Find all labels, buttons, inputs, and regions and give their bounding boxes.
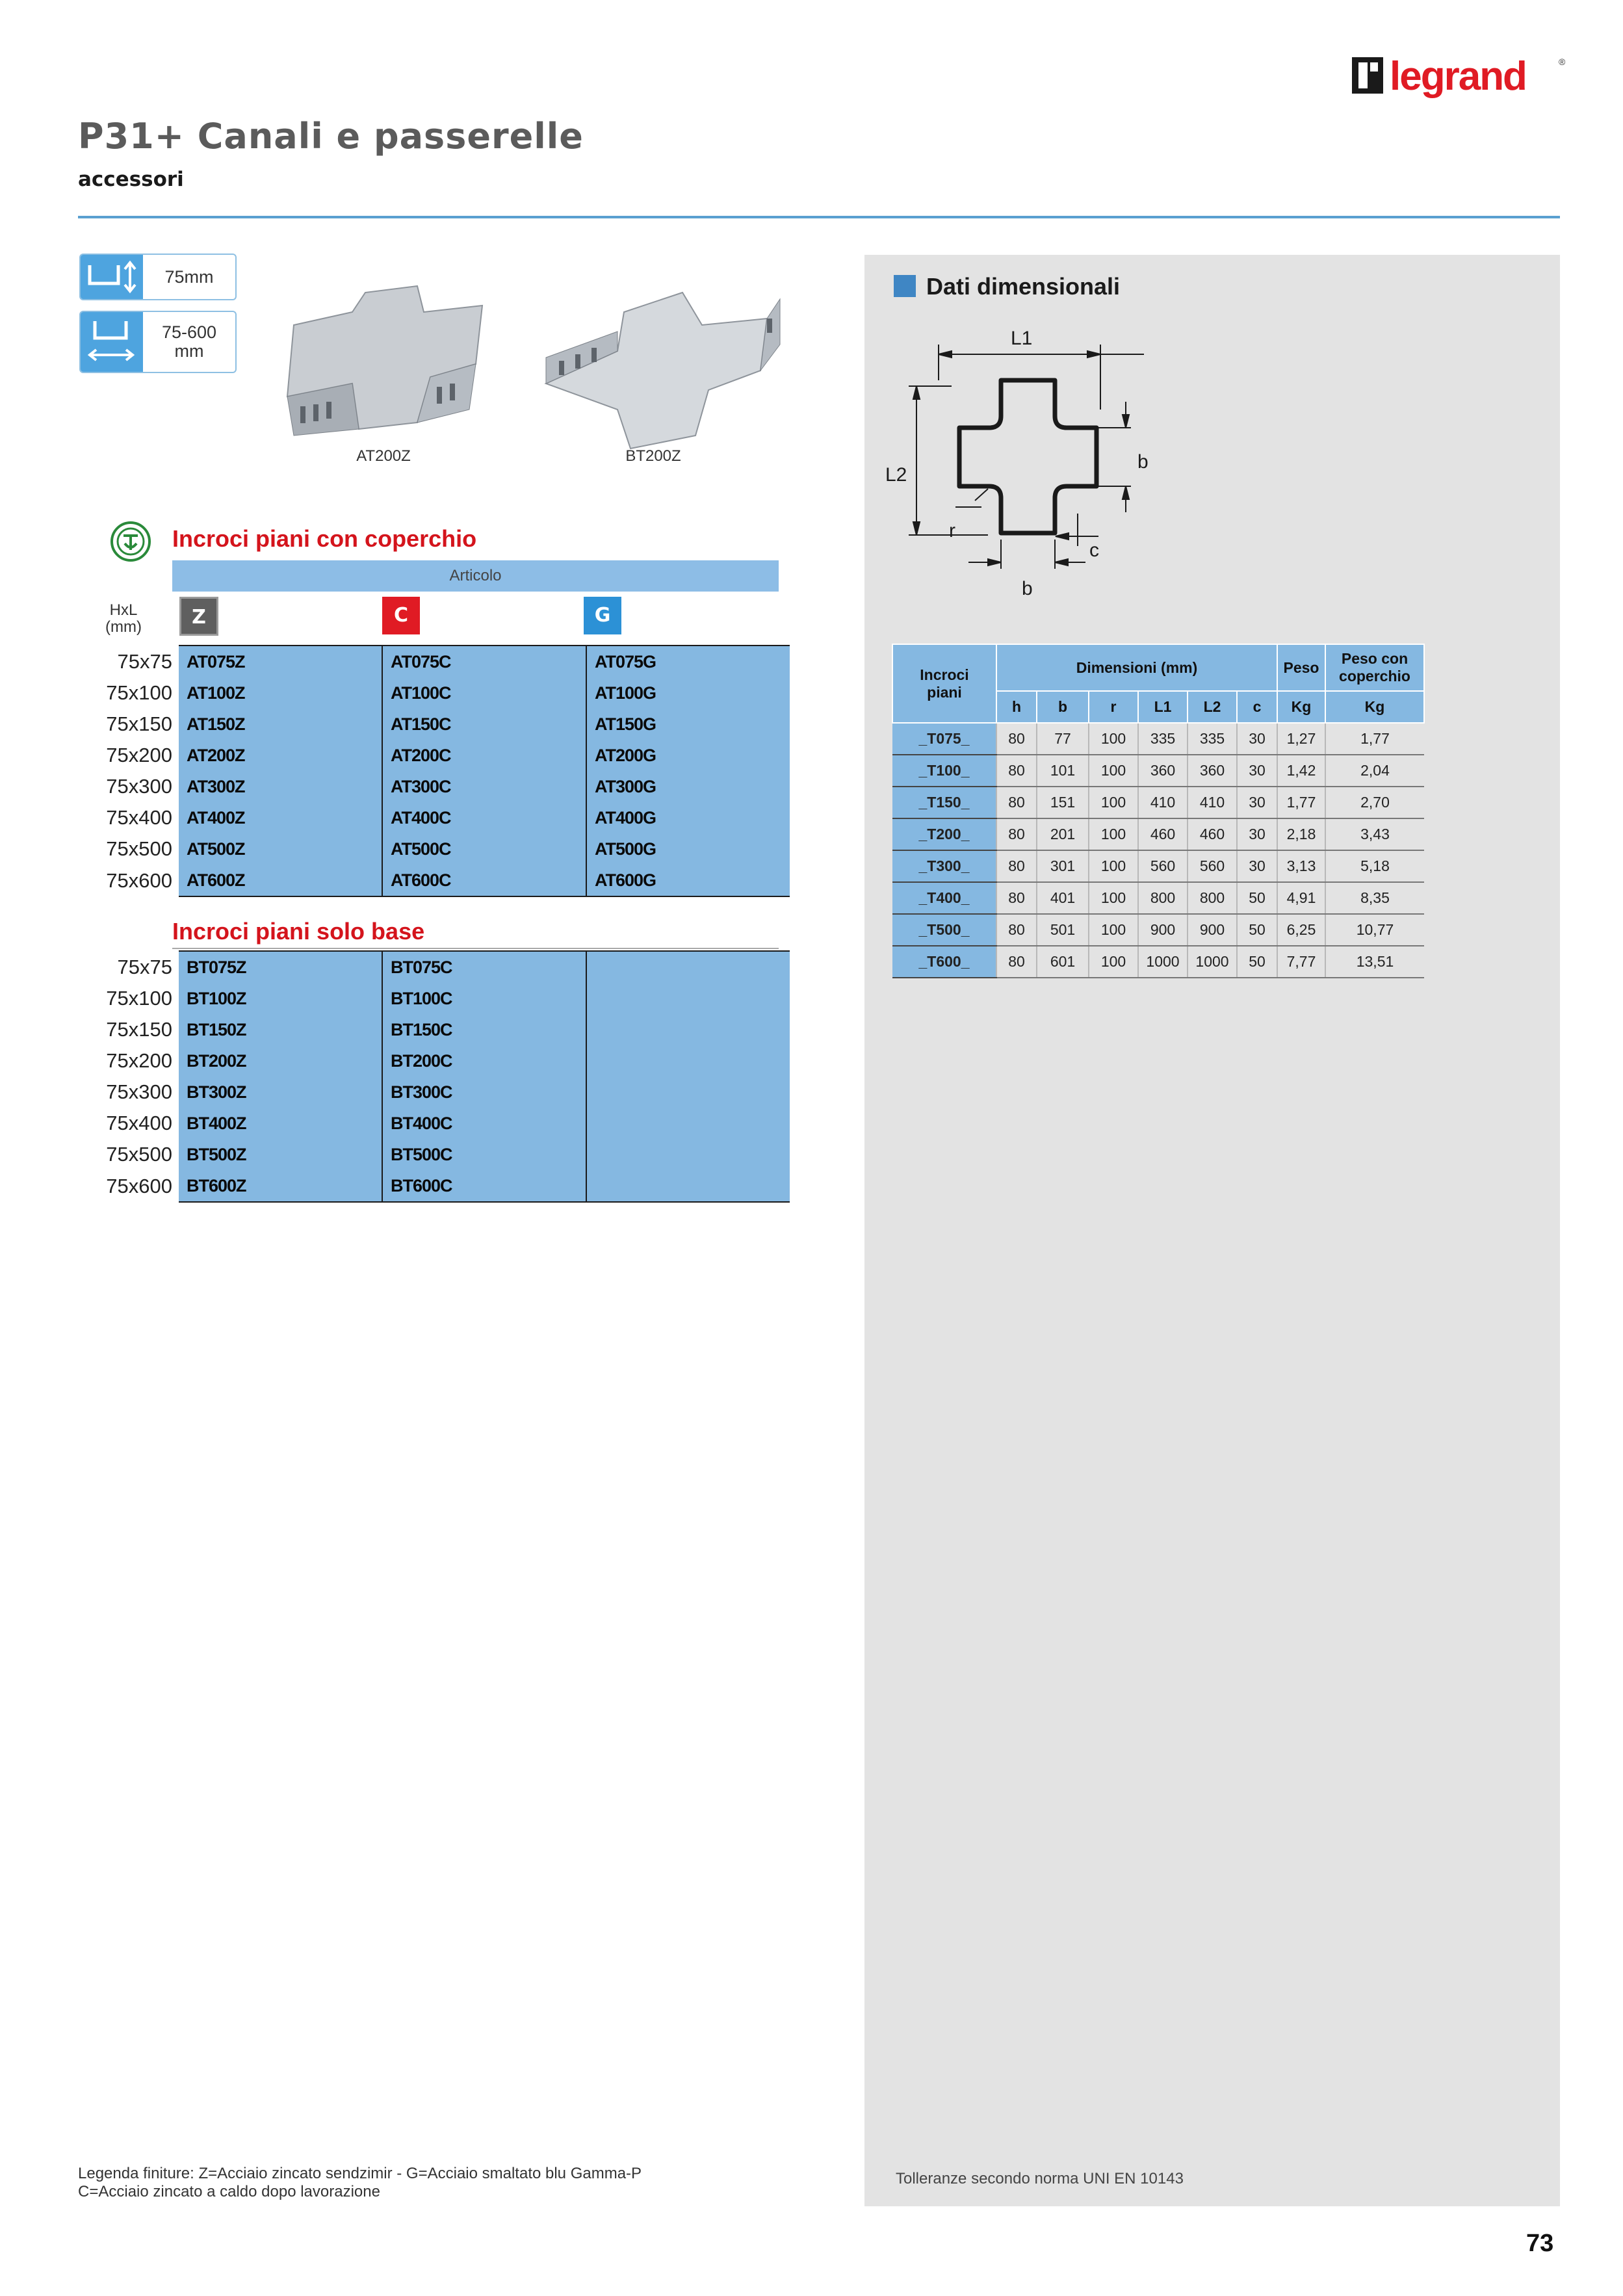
section-title-base-only: Incroci piani solo base: [172, 918, 425, 945]
value-cell: 10,77: [1325, 914, 1424, 946]
table-row: [78, 740, 790, 771]
code-z-cell: BT600Z: [179, 1170, 382, 1202]
value-cell: 1000: [1188, 946, 1237, 978]
table-row: [892, 850, 1424, 882]
value-cell: 460: [1188, 818, 1237, 850]
value-cell: 50: [1237, 914, 1277, 946]
table-row: [78, 1170, 790, 1202]
code-z-cell: BT100Z: [179, 983, 382, 1014]
value-cell: 8,35: [1325, 882, 1424, 914]
value-cell: 410: [1138, 787, 1188, 818]
table-row: [78, 1045, 790, 1076]
value-cell: 30: [1237, 787, 1277, 818]
value-cell: 410: [1188, 787, 1237, 818]
code-c-cell: AT600C: [382, 865, 586, 896]
code-g-cell: [586, 951, 790, 983]
label-l1: L1: [1011, 328, 1033, 349]
item-code-cell: _T600_: [892, 946, 996, 978]
value-cell: 80: [996, 787, 1037, 818]
label-b-bottom: b: [1022, 578, 1033, 599]
value-cell: 401: [1037, 882, 1089, 914]
channel-width-icon: [81, 312, 143, 372]
hxl-label: HxL (mm): [105, 601, 142, 636]
square-bullet-icon: [894, 275, 916, 297]
value-cell: 80: [996, 850, 1037, 882]
value-cell: 100: [1089, 723, 1138, 755]
value-cell: 50: [1237, 946, 1277, 978]
table-row: [78, 951, 790, 983]
svg-text:®: ®: [1559, 57, 1566, 67]
height-badge: [79, 254, 237, 300]
code-c-cell: BT500C: [382, 1139, 586, 1170]
sub-header: Kg: [1277, 691, 1325, 723]
table-row: [892, 787, 1424, 818]
table-row: [892, 723, 1424, 755]
sub-header: L1: [1138, 691, 1188, 723]
code-g-cell: [586, 1045, 790, 1076]
value-cell: 30: [1237, 850, 1277, 882]
height-badge-text: 75mm: [164, 267, 214, 287]
code-c-cell: AT300C: [382, 771, 586, 802]
code-c-cell: BT150C: [382, 1014, 586, 1045]
code-g-cell: [586, 1170, 790, 1202]
size-cell: 75x150: [78, 709, 179, 740]
table-base-only: [78, 950, 790, 1203]
code-c-cell: BT075C: [382, 951, 586, 983]
value-cell: 30: [1237, 755, 1277, 787]
col-peso-header: Peso: [1277, 644, 1325, 691]
label-b-right: b: [1137, 451, 1149, 473]
label-r: r: [949, 520, 955, 541]
table-row: [78, 983, 790, 1014]
value-cell: 100: [1089, 787, 1138, 818]
channel-height-icon: [81, 255, 143, 299]
label-c: c: [1089, 540, 1099, 561]
col-peso-cop-header: Peso con coperchio: [1325, 644, 1424, 691]
code-c-cell: BT100C: [382, 983, 586, 1014]
value-cell: 1000: [1138, 946, 1188, 978]
table-row: [78, 1014, 790, 1045]
value-cell: 360: [1138, 755, 1188, 787]
item-code-cell: _T500_: [892, 914, 996, 946]
width-badge: [79, 311, 237, 373]
value-cell: 6,25: [1277, 914, 1325, 946]
page-subtitle: accessori: [78, 168, 184, 191]
product-photo-at200z: [255, 267, 515, 507]
value-cell: 2,04: [1325, 755, 1424, 787]
code-z-cell: BT400Z: [179, 1108, 382, 1139]
col-dims-header: Dimensioni (mm): [996, 644, 1277, 691]
sub-header: b: [1037, 691, 1089, 723]
value-cell: 100: [1089, 914, 1138, 946]
code-g-cell: AT500G: [586, 833, 790, 865]
value-cell: 100: [1089, 818, 1138, 850]
code-z-cell: AT600Z: [179, 865, 382, 896]
code-c-cell: AT500C: [382, 833, 586, 865]
value-cell: 100: [1089, 755, 1138, 787]
table-row: [892, 914, 1424, 946]
dimensions-heading: Dati dimensionali: [894, 273, 1120, 300]
code-z-cell: BT150Z: [179, 1014, 382, 1045]
table-row: [78, 1076, 790, 1108]
code-g-cell: [586, 983, 790, 1014]
code-c-cell: BT400C: [382, 1108, 586, 1139]
code-z-cell: AT100Z: [179, 677, 382, 709]
value-cell: 335: [1138, 723, 1188, 755]
value-cell: 77: [1037, 723, 1089, 755]
code-c-cell: BT200C: [382, 1045, 586, 1076]
code-c-cell: AT100C: [382, 677, 586, 709]
value-cell: 560: [1188, 850, 1237, 882]
section-title-with-cover: Incroci piani con coperchio: [172, 525, 477, 552]
product-photo-bt200z: [520, 267, 806, 507]
certification-mark-icon: [109, 520, 152, 563]
width-badge-text: 75-600 mm: [161, 322, 217, 361]
value-cell: 100: [1089, 946, 1138, 978]
code-z-cell: BT075Z: [179, 951, 382, 983]
section-divider: [172, 948, 779, 949]
size-cell: 75x100: [78, 983, 179, 1014]
code-g-cell: [586, 1139, 790, 1170]
code-z-cell: AT500Z: [179, 833, 382, 865]
value-cell: 7,77: [1277, 946, 1325, 978]
table-row: [78, 865, 790, 896]
value-cell: 80: [996, 914, 1037, 946]
value-cell: 101: [1037, 755, 1089, 787]
value-cell: 100: [1089, 882, 1138, 914]
sub-header: L2: [1188, 691, 1237, 723]
code-g-cell: AT600G: [586, 865, 790, 896]
code-c-cell: AT400C: [382, 802, 586, 833]
code-g-cell: [586, 1108, 790, 1139]
code-g-cell: AT100G: [586, 677, 790, 709]
size-cell: 75x100: [78, 677, 179, 709]
code-z-cell: AT400Z: [179, 802, 382, 833]
code-g-cell: AT150G: [586, 709, 790, 740]
size-cell: 75x200: [78, 740, 179, 771]
size-cell: 75x400: [78, 802, 179, 833]
table-row: [78, 802, 790, 833]
value-cell: 501: [1037, 914, 1089, 946]
item-code-cell: _T200_: [892, 818, 996, 850]
code-z-cell: BT300Z: [179, 1076, 382, 1108]
table-row: [78, 833, 790, 865]
col-item-header: Incroci piani: [892, 644, 996, 723]
table-row: [78, 677, 790, 709]
table-row: [78, 771, 790, 802]
sub-header: c: [1237, 691, 1277, 723]
value-cell: 601: [1037, 946, 1089, 978]
value-cell: 3,43: [1325, 818, 1424, 850]
value-cell: 900: [1188, 914, 1237, 946]
code-c-cell: AT200C: [382, 740, 586, 771]
table-with-cover: [78, 645, 790, 897]
code-z-cell: AT150Z: [179, 709, 382, 740]
table-row: [78, 646, 790, 677]
value-cell: 80: [996, 755, 1037, 787]
code-c-cell: BT300C: [382, 1076, 586, 1108]
item-code-cell: _T400_: [892, 882, 996, 914]
finish-g-badge: G: [584, 597, 621, 634]
page-number: 73: [1526, 2230, 1554, 2257]
code-c-cell: AT075C: [382, 646, 586, 677]
value-cell: 13,51: [1325, 946, 1424, 978]
value-cell: 800: [1188, 882, 1237, 914]
code-g-cell: AT200G: [586, 740, 790, 771]
legend-line-1: Legenda finiture: Z=Acciaio zincato sendzimir - G=Acciaio smaltato blu Gamma-P: [78, 2165, 642, 2182]
value-cell: 1,77: [1325, 723, 1424, 755]
sub-header: Kg: [1325, 691, 1424, 723]
size-cell: 75x300: [78, 1076, 179, 1108]
photo-caption-1: AT200Z: [356, 447, 411, 465]
value-cell: 5,18: [1325, 850, 1424, 882]
code-g-cell: AT075G: [586, 646, 790, 677]
value-cell: 50: [1237, 882, 1277, 914]
code-z-cell: AT200Z: [179, 740, 382, 771]
size-cell: 75x150: [78, 1014, 179, 1045]
code-g-cell: AT400G: [586, 802, 790, 833]
legend-line-2: C=Acciaio zincato a caldo dopo lavorazione: [78, 2183, 380, 2200]
value-cell: 1,27: [1277, 723, 1325, 755]
item-code-cell: _T300_: [892, 850, 996, 882]
item-code-cell: _T075_: [892, 723, 996, 755]
value-cell: 800: [1138, 882, 1188, 914]
value-cell: 301: [1037, 850, 1089, 882]
code-z-cell: AT075Z: [179, 646, 382, 677]
value-cell: 4,91: [1277, 882, 1325, 914]
code-g-cell: [586, 1014, 790, 1045]
dimensions-table: [892, 644, 1425, 978]
size-cell: 75x500: [78, 833, 179, 865]
code-z-cell: AT300Z: [179, 771, 382, 802]
label-l2: L2: [885, 464, 907, 486]
value-cell: 80: [996, 882, 1037, 914]
value-cell: 1,77: [1277, 787, 1325, 818]
table-row: [892, 946, 1424, 978]
value-cell: 80: [996, 946, 1037, 978]
value-cell: 560: [1138, 850, 1188, 882]
header-rule: [78, 216, 1560, 218]
value-cell: 151: [1037, 787, 1089, 818]
item-code-cell: _T150_: [892, 787, 996, 818]
svg-text:legrand: legrand: [1390, 54, 1526, 99]
code-g-cell: [586, 1076, 790, 1108]
table-row: [78, 1108, 790, 1139]
value-cell: 201: [1037, 818, 1089, 850]
table-row: [892, 755, 1424, 787]
code-z-cell: BT500Z: [179, 1139, 382, 1170]
value-cell: 3,13: [1277, 850, 1325, 882]
sub-header: h: [996, 691, 1037, 723]
finish-c-badge: C: [382, 597, 420, 634]
code-c-cell: AT150C: [382, 709, 586, 740]
articolo-header: Articolo: [172, 560, 779, 592]
size-cell: 75x400: [78, 1108, 179, 1139]
value-cell: 1,42: [1277, 755, 1325, 787]
cross-dimension-diagram: [884, 319, 1157, 611]
table-row: [892, 818, 1424, 850]
size-cell: 75x600: [78, 1170, 179, 1202]
size-cell: 75x75: [78, 951, 179, 983]
page-title: P31+ Canali e passerelle: [78, 116, 584, 157]
value-cell: 2,70: [1325, 787, 1424, 818]
size-cell: 75x600: [78, 865, 179, 896]
value-cell: 2,18: [1277, 818, 1325, 850]
size-cell: 75x200: [78, 1045, 179, 1076]
photo-caption-2: BT200Z: [625, 447, 681, 465]
table-row: [892, 882, 1424, 914]
value-cell: 80: [996, 723, 1037, 755]
size-cell: 75x300: [78, 771, 179, 802]
tolerance-note: Tolleranze secondo norma UNI EN 10143: [896, 2170, 1184, 2187]
size-cell: 75x75: [78, 646, 179, 677]
legrand-logo: [1351, 51, 1572, 109]
code-c-cell: BT600C: [382, 1170, 586, 1202]
value-cell: 900: [1138, 914, 1188, 946]
size-cell: 75x500: [78, 1139, 179, 1170]
table-row: [78, 1139, 790, 1170]
value-cell: 30: [1237, 723, 1277, 755]
finish-legend: [78, 2165, 642, 2201]
value-cell: 80: [996, 818, 1037, 850]
value-cell: 335: [1188, 723, 1237, 755]
value-cell: 360: [1188, 755, 1237, 787]
value-cell: 30: [1237, 818, 1277, 850]
code-z-cell: BT200Z: [179, 1045, 382, 1076]
value-cell: 100: [1089, 850, 1138, 882]
table-row: [78, 709, 790, 740]
finish-z-badge: Z: [179, 597, 218, 636]
item-code-cell: _T100_: [892, 755, 996, 787]
value-cell: 460: [1138, 818, 1188, 850]
code-g-cell: AT300G: [586, 771, 790, 802]
sub-header: r: [1089, 691, 1138, 723]
